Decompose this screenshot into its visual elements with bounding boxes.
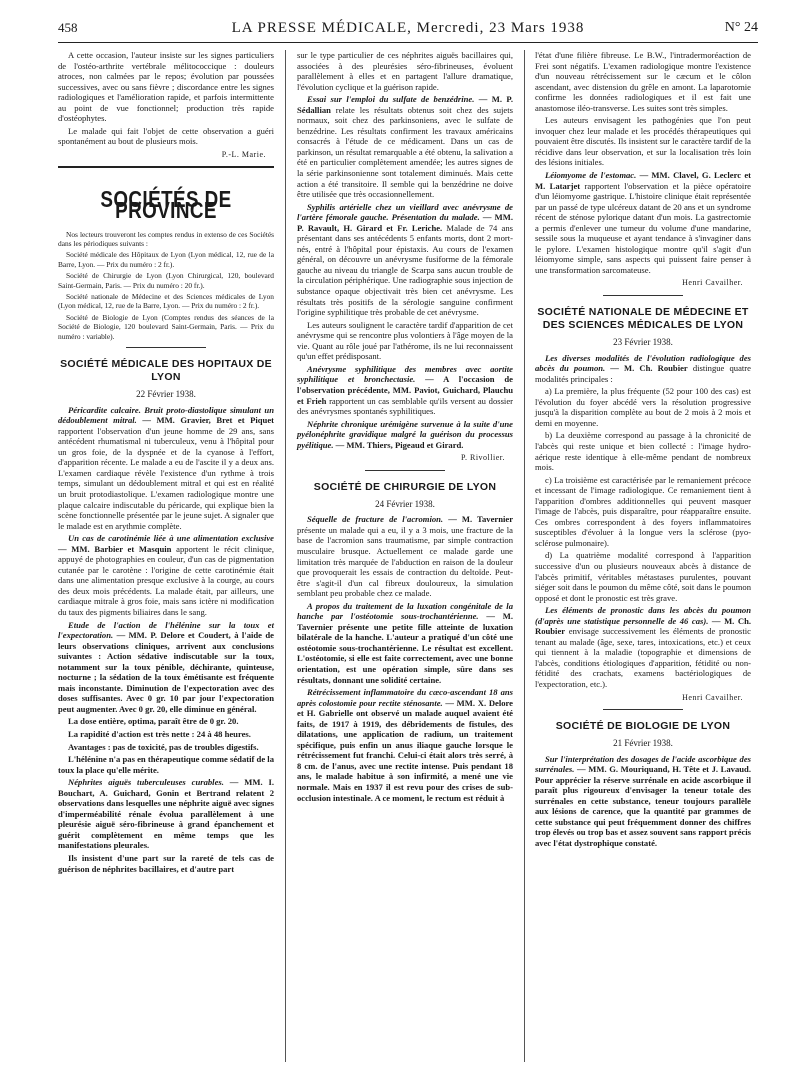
- article: [297, 419, 513, 451]
- article-text: rapportent l'observation et la pièce opératoire d'un léiomyome gastrique. L'histoire clinique était représentée par un passé de type ulcéreux datant de 20 ans et un syndrome récent de sténose pylorique datant d'un mois. La gastrectomie a permis d'enlever une tumeur du volume d'une mandarine, sessile sous la muqueuse et ayant tendance à s'invaginer dans le pylore. L'examen histologique montre qu'il s'agit d'un léiomyome simple, sans aspects qui puissent faire penser à une transformation sarcomateuse.: [535, 180, 751, 275]
- session-date: 24 Février 1938.: [375, 498, 435, 509]
- paragraph: l'état d'une filière fibreuse. Le B.W., l'intradermoréaction de Frei sont négatifs. L'examen radiologique montre l'existence d'un nouveau rétrécissement sur le cæcum et le côlon ascendant, avec distension du grêle en amont. La laparotomie confirme les données radiologiques et il est fait une anastomose iléo-transverse. Les suites sont très simples.: [535, 50, 751, 113]
- paragraph: Le malade qui fait l'objet de cette observation a guéri spontanément au bout de plusieurs mois.: [58, 125, 274, 147]
- article: [535, 754, 751, 849]
- article: [297, 94, 513, 199]
- society-title: SOCIÉTÉ NATIONALE DE MÉDECINE ET DES SCIENCES MÉDICALES DE LYON: [537, 306, 749, 332]
- divider: [603, 709, 683, 710]
- article-authors: — M. Ch. Roubier: [535, 615, 752, 637]
- article-title: Rétrécissement inflammatoire du cæco-ascendant 18 ans après colostomie pour rectite sténosante.: [297, 687, 513, 708]
- article-title: Péricardite calcaire. Bruit proto-diastolique simulant un dédoublement mitral.: [58, 404, 274, 426]
- paragraph: sur le type particulier de ces néphrites aiguës bacillaires qui, associées à des pleurésies séro-fibrineuses, évoluent parallèlement à elles et en partagent l'allure dramatique, l'évolution cyclique et la guérison rapide.: [297, 50, 513, 92]
- page-header: [58, 20, 758, 42]
- article-authors: — MM. X. Delore et H. Gabrielle: [297, 697, 513, 719]
- article-text: Malade de 74 ans présentant dans ses antécédents 5 enfants morts, dont 2 mort-nés, entré à l'hôpital pour épistaxis. Au cours de l'examen général, on découvre un anévrysme fusiforme de la fémorale gauche au niveau du triangle de Scarpa sans aucun trouble de la circulation périphérique. Une radiographie sous injection de substance opaque objectivait très bien cet anévrysme. Les résultats très positifs de la sérologie sanguine confirment l'origine syphilitique très probable de cet anévrysme.: [297, 222, 513, 318]
- article-title: Les diverses modalités de l'évolution radiologique des abcès du poumon.: [535, 352, 751, 374]
- article-title: Les éléments de pronostic dans les abcès du poumon (d'après une statistique personnelle de 46 cas).: [535, 605, 751, 626]
- article: [58, 405, 274, 532]
- article-title: Anévrysme syphilitique des membres avec aortite syphilitique et bronchectasie.: [297, 363, 513, 385]
- article-authors: — MM. G. Mouriquand, H. Tête et J. Lavaud.: [577, 764, 751, 775]
- article: [297, 601, 513, 685]
- article: [297, 364, 513, 417]
- article-authors: — M. P. Sédallian: [297, 94, 513, 115]
- article-authors: — MM. Gravier, Bret et Piquet: [142, 415, 274, 426]
- article: [58, 777, 274, 851]
- article: [58, 620, 274, 715]
- article-authors: — MM. Clavel, G. Leclerc et M. Latarjet: [535, 170, 751, 191]
- issue-date: Mercredi, 23 Mars 1938: [416, 20, 585, 36]
- session-date: 21 Février 1938.: [613, 738, 673, 749]
- column-3: [535, 50, 751, 851]
- notice-intro: Nos lecteurs trouveront les comptes rendus in extenso de ces Sociétés dans les périodiques suivants :: [58, 229, 274, 248]
- issue-number: N° 24: [724, 20, 758, 35]
- article-text: à l'aide de leurs observations cliniques, arrivent aux conclusions suivantes : Action sédative indiscutable sur la toux, notamment sur la toux pénible, déchirante, quinteuse, nocturne ; la sédation de la toux émétisante est fréquente mais inconstante. Diminution de l'expectoration avec des doses suffisantes. Avec 0 gr. 10 par jour l'expectoration peut augmenter. Avec 0 gr. 20, elle diminue en général.: [58, 630, 274, 714]
- article-title: Un cas de carotinémie liée à une alimentation exclusive: [68, 533, 274, 544]
- article-title: Etude de l'action de l'hélénine sur la toux et l'expectoration.: [58, 619, 274, 641]
- divider: [365, 470, 445, 471]
- article-title: Léiomyome de l'estomac.: [545, 170, 637, 181]
- column-1: [58, 50, 274, 876]
- paragraph: La rapidité d'action est très nette : 24 à 48 heures.: [68, 728, 251, 739]
- article-authors: — MM. Thiers, Pigeaud et Girard.: [335, 439, 464, 450]
- signature: Henri Cavailher.: [682, 692, 743, 702]
- article-text: rapportent l'observation d'un jeune homme de 29 ans, sans antécédent rhumatismal ni tuberculeux, venu à l'hôpital pour un gros foie, de la dyspnée et de la cyanose à l'effort, d'apparition récente. Le malade a eu de l'ascite il y a deux ans. L'examen cardiaque révèle l'existence d'un rythme à trois temps, simulant un dédoublement mitral et qui est en réalité un bruit protodiastolique. L'examen radiologique montre une plaque calcaire indiscutable du péricarde, qui explique bien la scène fonctionnelle présentée par le jeune sujet. A signaler que le malade est en arythmie complète.: [58, 425, 274, 531]
- list-item: a) La première, la plus fréquente (52 pour 100 des cas) est l'évolution du foyer abcédé vers la résolution progressive jusqu'à la disparition complète au bout de 2 mois à 2 mois et demi en moyenne.: [535, 386, 751, 428]
- paragraph: La dose entière, optima, paraît être de 0 gr. 20.: [68, 716, 239, 727]
- notice-item: Société nationale de Médecine et des Sciences médicales de Lyon (Lyon médical, 12, rue de la Barre, Lyon. — Prix du numéro : 2 fr.).: [58, 292, 274, 311]
- article-authors: — MM. Barbier et Masquin: [58, 543, 172, 554]
- article-text: Pour apprécier la réserve surrénale en acide ascorbique il paraît plus rigoureux d'envisager la teneur totale des surrénales en cette substance, teneur toujours parallèle aux lésions de carence, que la quantité par grammes de cette substance qui peut fréquemment donner des chiffres trop élevés ou trop bas et assez souvent sans rapport précis avec l'état dystrophique constaté.: [535, 774, 751, 848]
- article-authors: — M. Tavernier: [448, 514, 514, 525]
- list-item: d) La quatrième modalité correspond à l'apparition successive d'un ou plusieurs nouveaux abcès à distance de l'abcès primitif, véritables métastases purulentes, pouvant siéger soit dans le poumon du même côté, soit dans le poumon opposé et dont le pronostic est très grave.: [535, 550, 751, 603]
- article-text: ont observé un malade auquel avaient été faits, de 1917 à 1919, des débridements de fistules, des dilatations, une application de radium, un traitement spécifique, puis enfin un anus iliaque gauche lorsque le rétrécissement fut franchi. Celui-ci était alors très serré, à 8 cm. de l'anus, avec une rectite intense. Puis pendant 18 ans, le malade habitue à son infirmité, a mené une vie normale. Mais en 1937 il est revu pour des crises de sub-occlusion intestinale. A ce moment, le rectum est réduit à: [297, 708, 513, 803]
- article-text: présente un malade qui a eu, il y a 3 mois, une fracture de la base de l'acromion sans traumatisme, par simple contraction musculaire brusque. Actuellement ce malade garde une limitation très marquée de l'abduction en raison de la douleur que provoquerait les essais de contraction du deltoïde. Peut-être s'agit-il d'un cal fibreux douloureux, la simulation semblant peu probable chez ce malade.: [297, 524, 513, 599]
- signature: Henri Cavailher.: [682, 278, 743, 288]
- header-rule: [58, 42, 758, 43]
- article-title: Néphrite chronique urémigène survenue à la suite d'une pyélonéphrite gravidique malgré la guérison du processus pyélitique.: [297, 418, 513, 450]
- article: [58, 533, 274, 617]
- article-text: distingue quatre modalités principales :: [535, 363, 751, 384]
- article-title: Séquelle de fracture de l'acromion.: [307, 514, 444, 525]
- journal-name: LA PRESSE MÉDICALE,: [231, 20, 412, 36]
- divider: [126, 347, 206, 348]
- article: [535, 170, 751, 275]
- society-title: SOCIÉTÉ MÉDICALE DES HOPITAUX DE LYON: [60, 358, 272, 384]
- article-authors: — MM. P. Delore et Coudert,: [116, 630, 231, 641]
- divider: [58, 166, 274, 168]
- article: [535, 353, 751, 385]
- session-date: 23 Février 1938.: [613, 337, 673, 348]
- article-authors: — M. Tavernier: [297, 611, 513, 632]
- paragraph: L'hélénine n'a pas en thérapeutique comme sédatif de la toux la place qu'elle mérite.: [58, 754, 274, 775]
- article-title: Néphrites aiguës tuberculeuses curables.: [68, 777, 224, 788]
- article-authors: — M. Ch. Roubier: [610, 363, 688, 374]
- column-divider: [524, 50, 525, 1062]
- paragraph: A cette occasion, l'auteur insiste sur les signes particuliers de l'ostéo-arthrite vertébrale mélitococcique : douleurs atroces, non calmées par le repos; évolution par poussées successives, avec ou sans fièvre ; discordance entre les signes radiologiques et l'amélioration rapide, et parfois intermittente au point de vue fonctionnel; production très rapide d'ostéophytes.: [58, 50, 274, 124]
- divider: [603, 295, 683, 296]
- column-divider: [285, 50, 286, 1062]
- section-title: SOCIÉTÉS DE PROVINCE: [100, 186, 232, 224]
- article-title: Sur l'interprétation des dosages de l'acide ascorbique des surrénales.: [535, 753, 751, 775]
- paragraph: Avantages : pas de toxicité, pas de troubles digestifs.: [68, 741, 259, 752]
- page-number: 458: [58, 20, 78, 35]
- notice-item: Société de Biologie de Lyon (Comptes rendus des séances de la Société de Biologie, 120 boulevard Saint-Germain, Paris. — Prix du numéro : variable).: [58, 312, 274, 341]
- article-text: envisage successivement les éléments de pronostic tenant au malade (âge, sexe, tares, intoxications, etc.) et ceux qui tiennent à la maladie (topographie et dimensions de l'abcès, conditions étiologiques d'apparition, fétidité ou non-fétidité des crachats, examens bactériologiques de l'expectoration, etc.).: [535, 626, 751, 689]
- notice-item: Société de Chirurgie de Lyon (Lyon Chirurgical, 120, boulevard Saint-Germain, Paris. — Prix du numéro : 20 fr.).: [58, 271, 274, 290]
- article-text: apportent le récit clinique, appuyé de photographies en couleur, d'un cas de pigmentation cutanée par le carotène : l'origine de cette carotinémie était dans une alimentation presque exclusive à la courge, au cours des deux mois précédents. La malade était, par ailleurs, une cardiaque mitrale à gros foie, mais sans ictère ni modification du taux des pigments biliaires dans le sang.: [58, 543, 274, 617]
- article-title: Essai sur l'emploi du sulfate de benzédrine.: [307, 94, 475, 105]
- journal-title: [58, 20, 758, 37]
- article-title: Syphilis artérielle chez un vieillard avec anévrysme de l'artère fémorale gauche. Présentation du malade.: [297, 201, 513, 223]
- article-authors: — A l'occasion de l'observation précédente, MM. Paviot, Guichard, Plauchu et Frieh: [297, 374, 513, 406]
- article-authors: — MM. P. Ravault, H. Girard et Fr. Leriche.: [297, 212, 513, 233]
- article: [535, 605, 751, 689]
- notice-block: [58, 230, 274, 341]
- signature: P.-L. Marie.: [221, 149, 266, 159]
- paragraph: Les auteurs soulignent le caractère tardif d'apparition de cet anévrysme qui se rencontre plus volontiers à l'âge moyen de la vie. Quant au rôle joué par l'athérome, ils ne lui reconnaissent qu'un effet prédisposant.: [297, 319, 513, 362]
- paragraph: Ils insistent d'une part sur la rareté de tels cas de guérison de néphrites bacillaires, et d'autre part: [58, 853, 274, 874]
- session-date: 22 Février 1938.: [136, 389, 196, 400]
- column-2: [297, 50, 513, 805]
- article-text: relatent 2 observations dans lesquelles une néphrite aiguë avec signes d'imperméabilité rénale évolua parallèlement à une pleurésie aiguë séro-fibrineuse à grand épanchement et guérit complètement en même temps que les manifestations pleurales.: [58, 787, 274, 851]
- signature: P. Rivollier.: [460, 453, 505, 463]
- notice-item: Société médicale des Hôpitaux de Lyon (Lyon médical, 12, rue de la Barre, Lyon. — Prix du numéro : 2 fr.).: [58, 250, 274, 269]
- list-item: b) La deuxième correspond au passage à la chronicité de l'abcès qui reste unique et bien collecté : l'image hydro-aérique reste identique à elle-même pendant de nombreux mois.: [535, 430, 751, 473]
- article-text: rapportent un cas semblable qu'ils versent au dossier des anévrysmes spontanés syphilitiques.: [297, 395, 513, 417]
- paragraph: Les auteurs envisagent les pathogénies que l'on peut invoquer chez leur malade et les procédés thérapeutiques qui pouvaient être discutés. Ils insistent sur le caractère tardif de la récidive dans leur observation, et sur la localisation très loin des lésions initiales.: [535, 115, 751, 168]
- article: [297, 514, 513, 598]
- article-text: relate les résultats obtenus soit chez des sujets normaux, soit chez des parkinsoniens, avec le sulfate de benzédrine. Les résultats confirment les travaux américains consacrés à l'étude de ce médicament. Dans un cas de parkinson, un résultat remarquable a été obtenu, la salivation a été en particulier complètement amendée; les autres signes de la série parkinsonienne sont totalement diminués. Mais cette action a été transitoire. Il semble qui la benzédrine ne doive être utilisée que très occasionnellement.: [297, 104, 513, 200]
- society-title: SOCIÉTÉ DE BIOLOGIE DE LYON: [555, 720, 731, 733]
- list-item: c) La troisième est caractérisée par le remaniement précoce et incessant de l'image radiologique. Ce remaniement tient à l'apparition d'ombres additionnelles qui peuvent masquer l'image de l'abcès, puis disparaître, pour réapparaître ensuite. Ces ombres correspondent à des foyers inflammatoires susceptibles d'évoluer à la longue vers la sclérose (pyo-sclérose pulmonaire).: [535, 474, 751, 548]
- article: [297, 687, 513, 803]
- society-title: SOCIÉTÉ DE CHIRURGIE DE LYON: [313, 480, 497, 493]
- article-title: A propos du traitement de la luxation congénitale de la hanche par l'ostéotomie sous-trochantérienne.: [297, 600, 513, 622]
- article-text: présente une petite fille atteinte de luxation bilatérale de la hanche. L'auteur a pratiqué d'un côté une ostéotomie sous-trochantérienne. Le résultat est excellent. L'ostéotomie, si elle est faite correctement, avec une bonne orientation, est une opération simple, sûre dans ses résultats, donnant une solidité certaine.: [297, 621, 513, 685]
- article: [297, 202, 513, 318]
- article-authors: — MM. I. Bouchart, A. Guichard, Gonin et Bertrand: [58, 777, 274, 798]
